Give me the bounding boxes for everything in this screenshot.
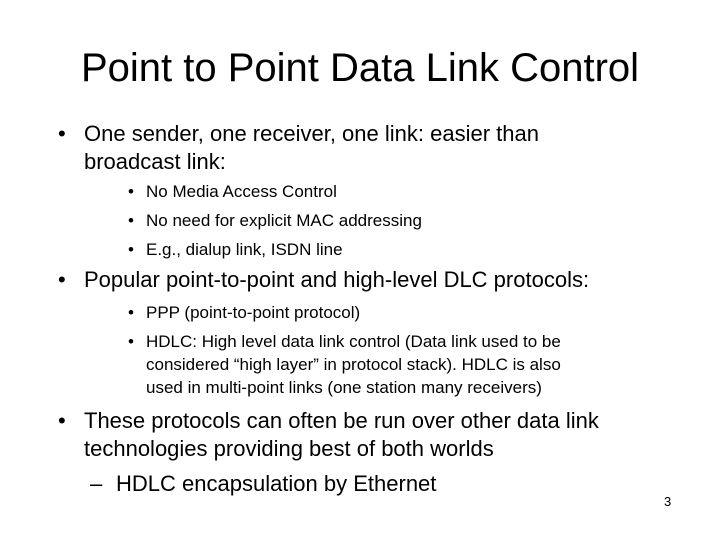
sub-bullet-1-2-text: No need for explicit MAC addressing [146, 211, 422, 230]
bullet-1-line-1: One sender, one receiver, one link: easier than [84, 121, 539, 146]
sub-bullet-1-3 [128, 238, 706, 262]
sub-bullet-2-2-cont-1 [146, 353, 706, 377]
bullet-3-line-2: technologies providing best of both worlds [84, 436, 494, 461]
bullet-1 [58, 120, 684, 148]
sub-bullet-2-1 [128, 301, 706, 325]
sub-bullet-1-1-text: No Media Access Control [146, 182, 337, 201]
sub-bullet-marker: • [128, 211, 134, 230]
sub-bullet-marker: • [128, 182, 134, 201]
bullet-3-line-1: These protocols can often be run over other data link [84, 408, 599, 433]
bullet-1-cont [84, 148, 684, 176]
sub-bullet-2-2 [128, 330, 706, 354]
dash-item [90, 470, 437, 498]
bullet-3 [58, 407, 684, 435]
sub-bullet-2-1-text: PPP (point-to-point protocol) [146, 303, 361, 322]
bullet-marker: • [58, 267, 66, 292]
sub-bullet-2-2-line-3: used in multi-point links (one station many receivers) [146, 378, 542, 397]
sub-bullet-2-2-line-1: HDLC: High level data link control (Data link used to be [146, 332, 561, 351]
sub-bullet-2-2-cont-2 [146, 376, 706, 400]
slide-title: Point to Point Data Link Control [80, 46, 640, 90]
sub-bullet-marker: • [128, 303, 134, 322]
sub-bullet-1-2 [128, 209, 706, 233]
bullet-1-line-2: broadcast link: [84, 149, 226, 174]
sub-bullet-1-3-text: E.g., dialup link, ISDN line [146, 240, 343, 259]
dash-item-text: HDLC encapsulation by Ethernet [116, 471, 437, 496]
sub-bullet-marker: • [128, 240, 134, 259]
sub-bullet-2-2-line-2: considered “high layer” in protocol stack). HDLC is also [146, 355, 561, 374]
bullet-marker: • [58, 408, 66, 433]
bullet-2-line-1: Popular point-to-point and high-level DLC protocols: [84, 267, 590, 292]
sub-bullet-marker: • [128, 332, 134, 351]
bullet-2 [58, 266, 684, 294]
page-number: 3 [664, 494, 672, 509]
bullet-3-cont [84, 435, 684, 463]
dash-marker: – [90, 471, 103, 496]
bullet-marker: • [58, 121, 66, 146]
sub-bullet-1-1 [128, 180, 706, 204]
